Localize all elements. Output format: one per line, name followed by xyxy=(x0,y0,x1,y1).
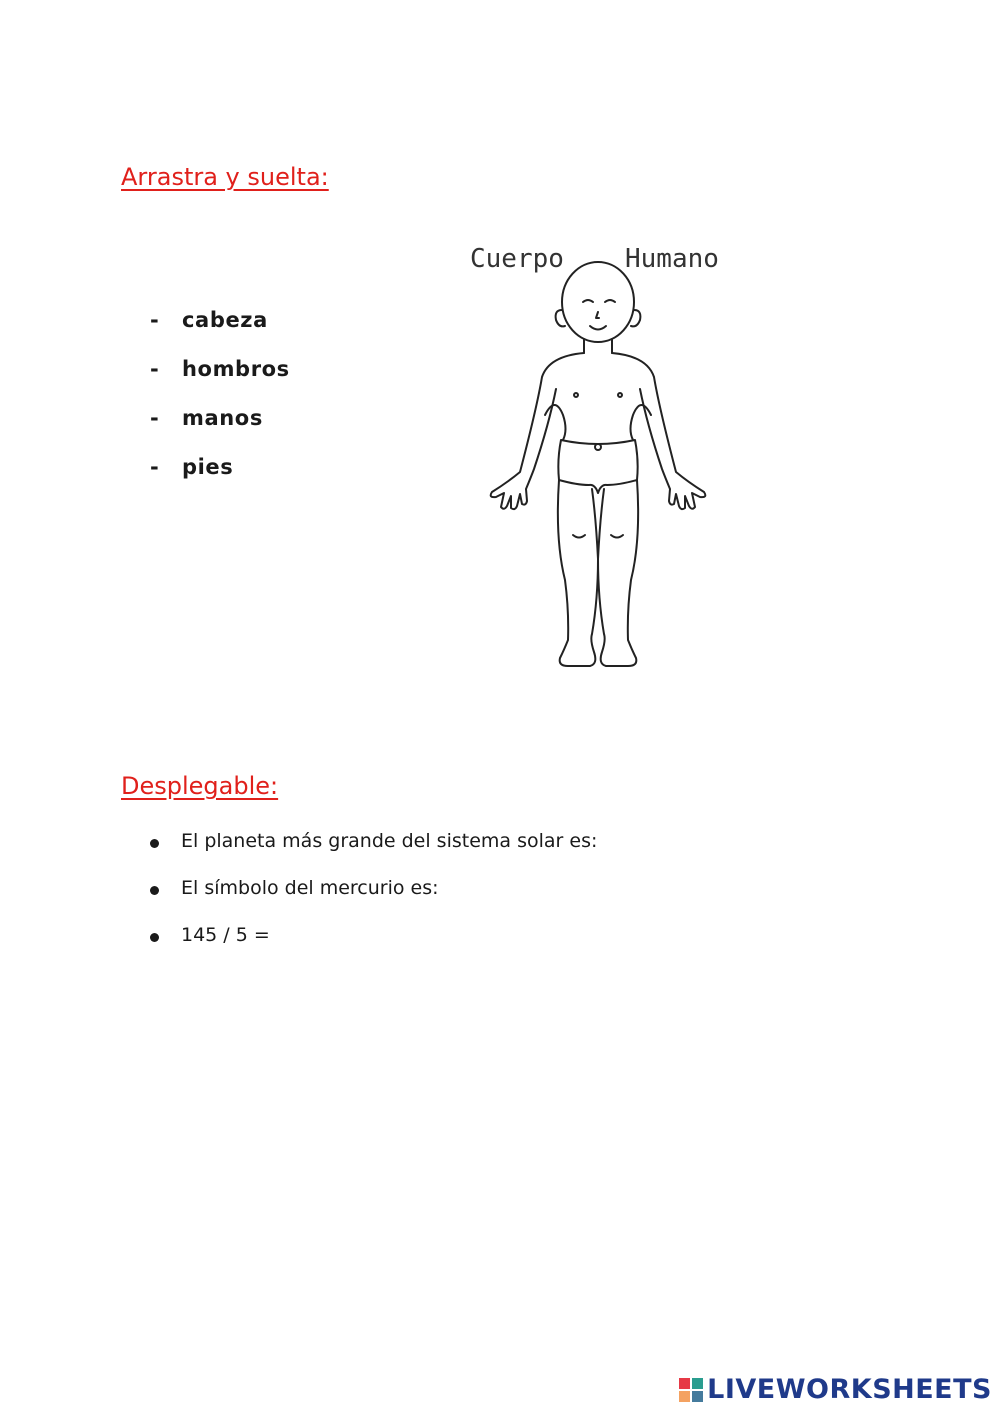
brand-footer xyxy=(679,1374,992,1405)
liveworksheets-logo-icon xyxy=(679,1378,703,1402)
word-hombros[interactable]: hombros xyxy=(182,357,290,381)
question-text: El símbolo del mercurio es: xyxy=(181,877,439,899)
word-cabeza[interactable]: cabeza xyxy=(182,308,268,332)
drag-drop-heading: Arrastra y suelta: xyxy=(121,163,329,191)
list-item[interactable]: - manos xyxy=(150,406,263,430)
bullet-icon xyxy=(150,933,159,942)
human-body-figure xyxy=(455,240,745,670)
list-item xyxy=(150,924,597,971)
question-text: El planeta más grande del sistema solar es: xyxy=(181,830,598,852)
word-manos[interactable]: manos xyxy=(182,406,263,430)
body-parts-list xyxy=(150,308,290,504)
list-item[interactable]: - hombros xyxy=(150,357,290,381)
list-item[interactable]: - pies xyxy=(150,455,234,479)
bullet-icon xyxy=(150,839,159,848)
bullet-icon xyxy=(150,886,159,895)
dropdown-heading: Desplegable: xyxy=(121,772,279,800)
list-item xyxy=(150,830,597,877)
body-outline-icon xyxy=(455,240,745,670)
figure-title-right: Humano xyxy=(625,244,719,274)
word-pies[interactable]: pies xyxy=(182,455,234,479)
question-text: 145 / 5 = xyxy=(181,924,270,946)
list-item[interactable]: - cabeza xyxy=(150,308,268,332)
question-list xyxy=(150,830,597,971)
figure-title-left: Cuerpo xyxy=(470,244,564,274)
list-item xyxy=(150,877,597,924)
brand-name: LIVEWORKSHEETS xyxy=(707,1374,992,1405)
